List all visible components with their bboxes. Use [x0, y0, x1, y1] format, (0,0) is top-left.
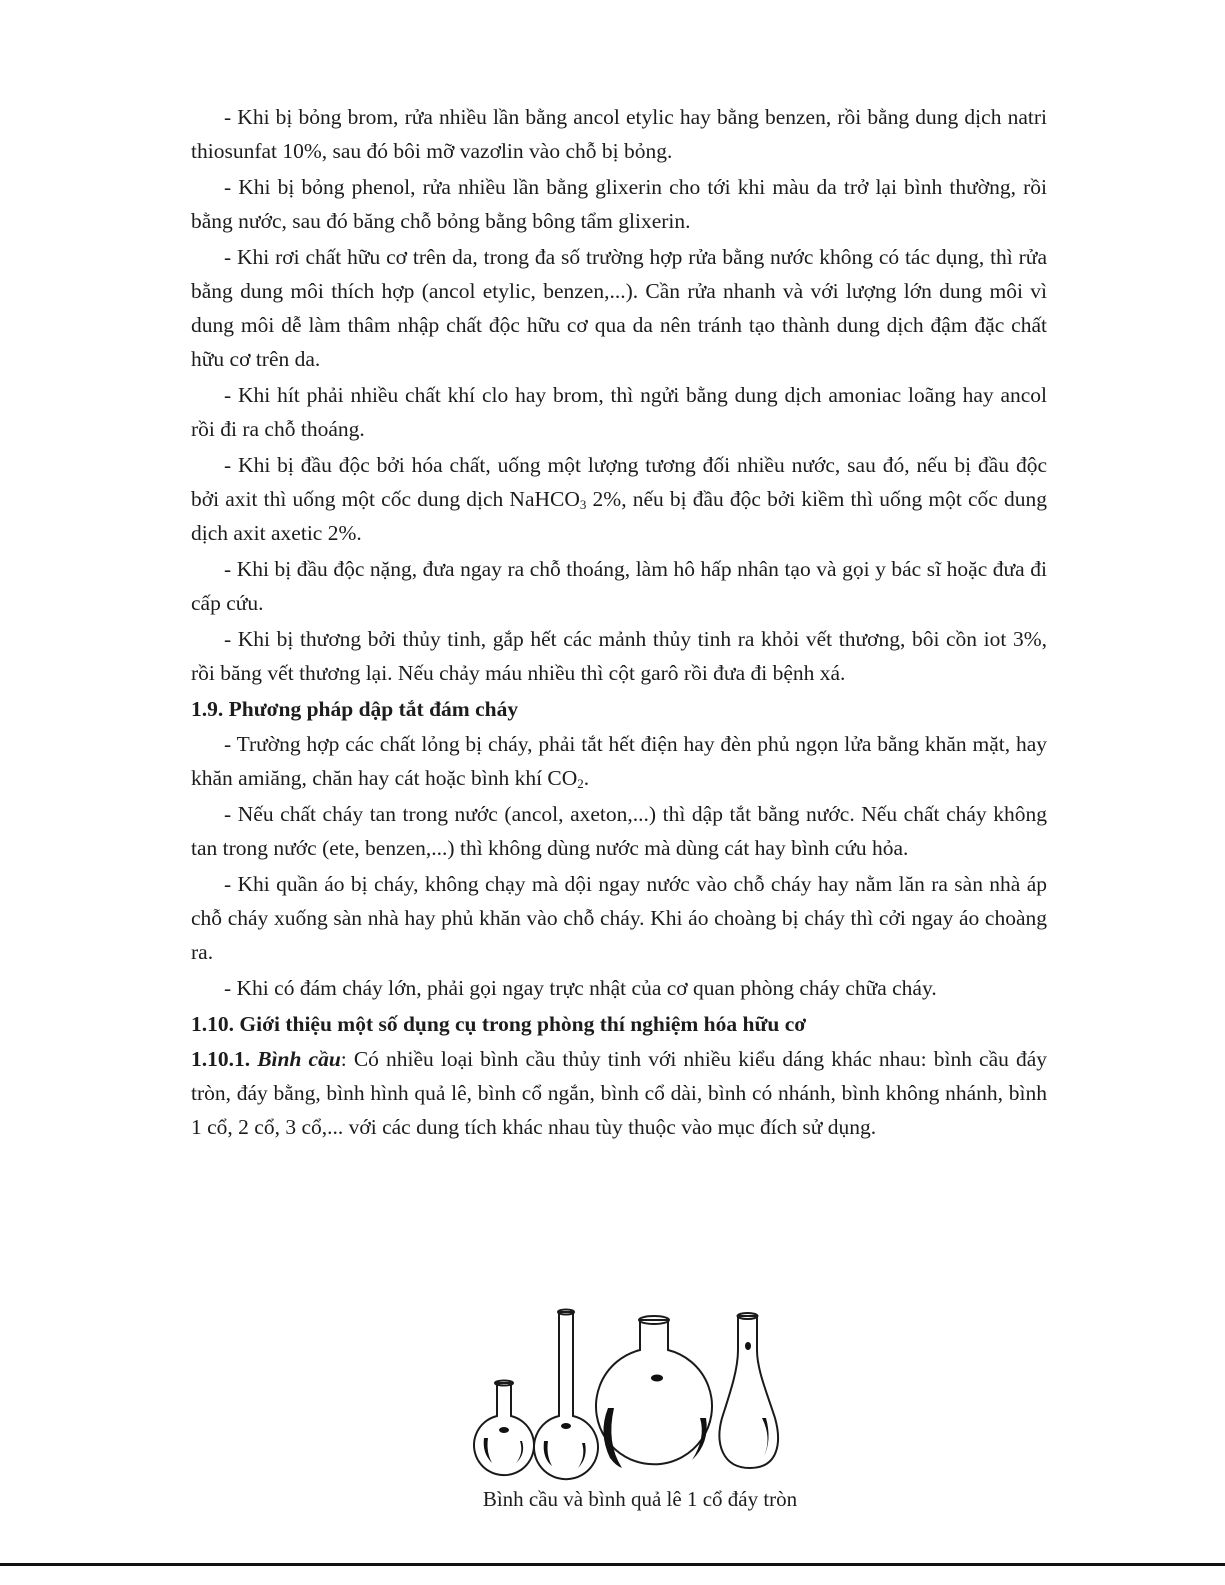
paragraph-gas-inhalation: - Khi hít phải nhiều chất khí clo hay brom, thì ngửi bằng dung dịch amoniac loãng hay ancol rồi đi ra chỗ thoáng. — [191, 383, 1047, 441]
paragraph-clothes-fire: - Khi quần áo bị cháy, không chạy mà dội ngay nước vào chỗ cháy hay nằm lăn ra sàn nhà áp chỗ cháy xuống sàn nhà hay phủ khăn vào chỗ cháy. Khi áo choàng bị cháy thì cởi ngay áo choàng ra. — [191, 872, 1047, 964]
paragraph-liquid-fire — [191, 727, 1047, 795]
paragraph-severe-poisoning: - Khi bị đầu độc nặng, đưa ngay ra chỗ thoáng, làm hô hấp nhân tạo và gọi y bác sĩ hoặc đưa đi cấp cứu. — [191, 557, 1047, 615]
document-page — [191, 100, 1047, 1146]
subsection-number: 1.10.1. — [191, 1047, 251, 1071]
paragraph-large-fire: - Khi có đám cháy lớn, phải gọi ngay trực nhật của cơ quan phòng cháy chữa cháy. — [224, 976, 937, 1000]
pear-flask-icon — [719, 1313, 778, 1468]
flask-figure — [460, 1308, 820, 1533]
formula-subscript: 2 — [577, 776, 584, 791]
formula-subscript: 3 — [579, 497, 587, 512]
long-neck-flask-icon — [534, 1310, 598, 1480]
paragraph-round-flask — [191, 1042, 1047, 1144]
liquid-fire-text-start: - Trường hợp các chất lỏng bị cháy, phải tắt hết điện hay đèn phủ ngọn lửa bằng khăn mặt, hay khăn amiăng, chăn hay cát hoặc bình khí CO — [191, 732, 1047, 790]
paragraph-phenol-burn: - Khi bị bỏng phenol, rửa nhiều lần bằng glixerin cho tới khi màu da trở lại bình thường, rồi bằng nước, sau đó băng chỗ bỏng bằng bông tẩm glixerin. — [191, 175, 1047, 233]
figure-caption: Bình cầu và bình quả lê 1 cổ đáy tròn — [482, 1487, 798, 1511]
paragraph-bromine-burn: - Khi bị bỏng brom, rửa nhiều lần bằng ancol etylic hay bằng benzen, rồi bằng dung dịch natri thiosunfat 10%, sau đó bôi mỡ vazơlin vào chỗ bị bỏng. — [191, 105, 1047, 163]
paragraph-soluble-fire: - Nếu chất cháy tan trong nước (ancol, axeton,...) thì dập tắt bằng nước. Nếu chất cháy không tan trong nước (ete, benzen,...) thì không dùng nước mà dùng cát hay bình cứu hỏa. — [191, 802, 1047, 860]
liquid-fire-text-end: . — [583, 766, 590, 790]
paragraph-poisoning — [191, 448, 1047, 550]
poisoning-text-end: 2%, nếu bị đầu độc bởi kiềm thì uống một cốc dung dịch axit axetic 2%. — [191, 487, 1047, 545]
paragraph-glass-injury: - Khi bị thương bởi thủy tinh, gắp hết các mảnh thủy tinh ra khỏi vết thương, bôi cồn iot 3%, rồi băng vết thương lại. Nếu chảy máu nhiều thì cột garô rồi đưa đi bệnh xá. — [191, 627, 1047, 685]
large-round-flask-icon — [596, 1316, 712, 1464]
subsection-term: Bình cầu — [257, 1047, 341, 1071]
section-heading-1-9: 1.9. Phương pháp dập tắt đám cháy — [191, 697, 519, 721]
subsection-text: : Có nhiều loại bình cầu thủy tinh với nhiều kiểu dáng khác nhau: bình cầu đáy tròn, đáy bằng, bình hình quả lê, bình cổ ngắn, bình cổ dài, bình có nhánh, bình không nhánh, bình 1 cổ, 2 cổ, 3 cổ,... với các dung tích khác nhau tùy thuộc vào mục đích sử dụng. — [191, 1047, 1048, 1139]
paragraph-organic-on-skin: - Khi rơi chất hữu cơ trên da, trong đa số trường hợp rửa bằng nước không có tác dụng, thì rửa bằng dung môi thích hợp (ancol etylic, benzen,...). Cần rửa nhanh và với lượng lớn dung môi vì dung môi dễ làm thâm nhập chất độc hữu cơ qua da nên tránh tạo thành dung dịch đậm đặc chất hữu cơ trên da. — [191, 245, 1047, 371]
bottom-rule — [0, 1563, 1225, 1566]
section-heading-1-10: 1.10. Giới thiệu một số dụng cụ trong phòng thí nghiệm hóa hữu cơ — [191, 1012, 807, 1036]
poisoning-text-start: - Khi bị đầu độc bởi hóa chất, uống một lượng tương đối nhiều nước, sau đó, nếu bị đầu độc bởi axit thì uống một cốc dung dịch NaHCO — [191, 453, 1047, 511]
flasks-illustration — [460, 1308, 820, 1483]
